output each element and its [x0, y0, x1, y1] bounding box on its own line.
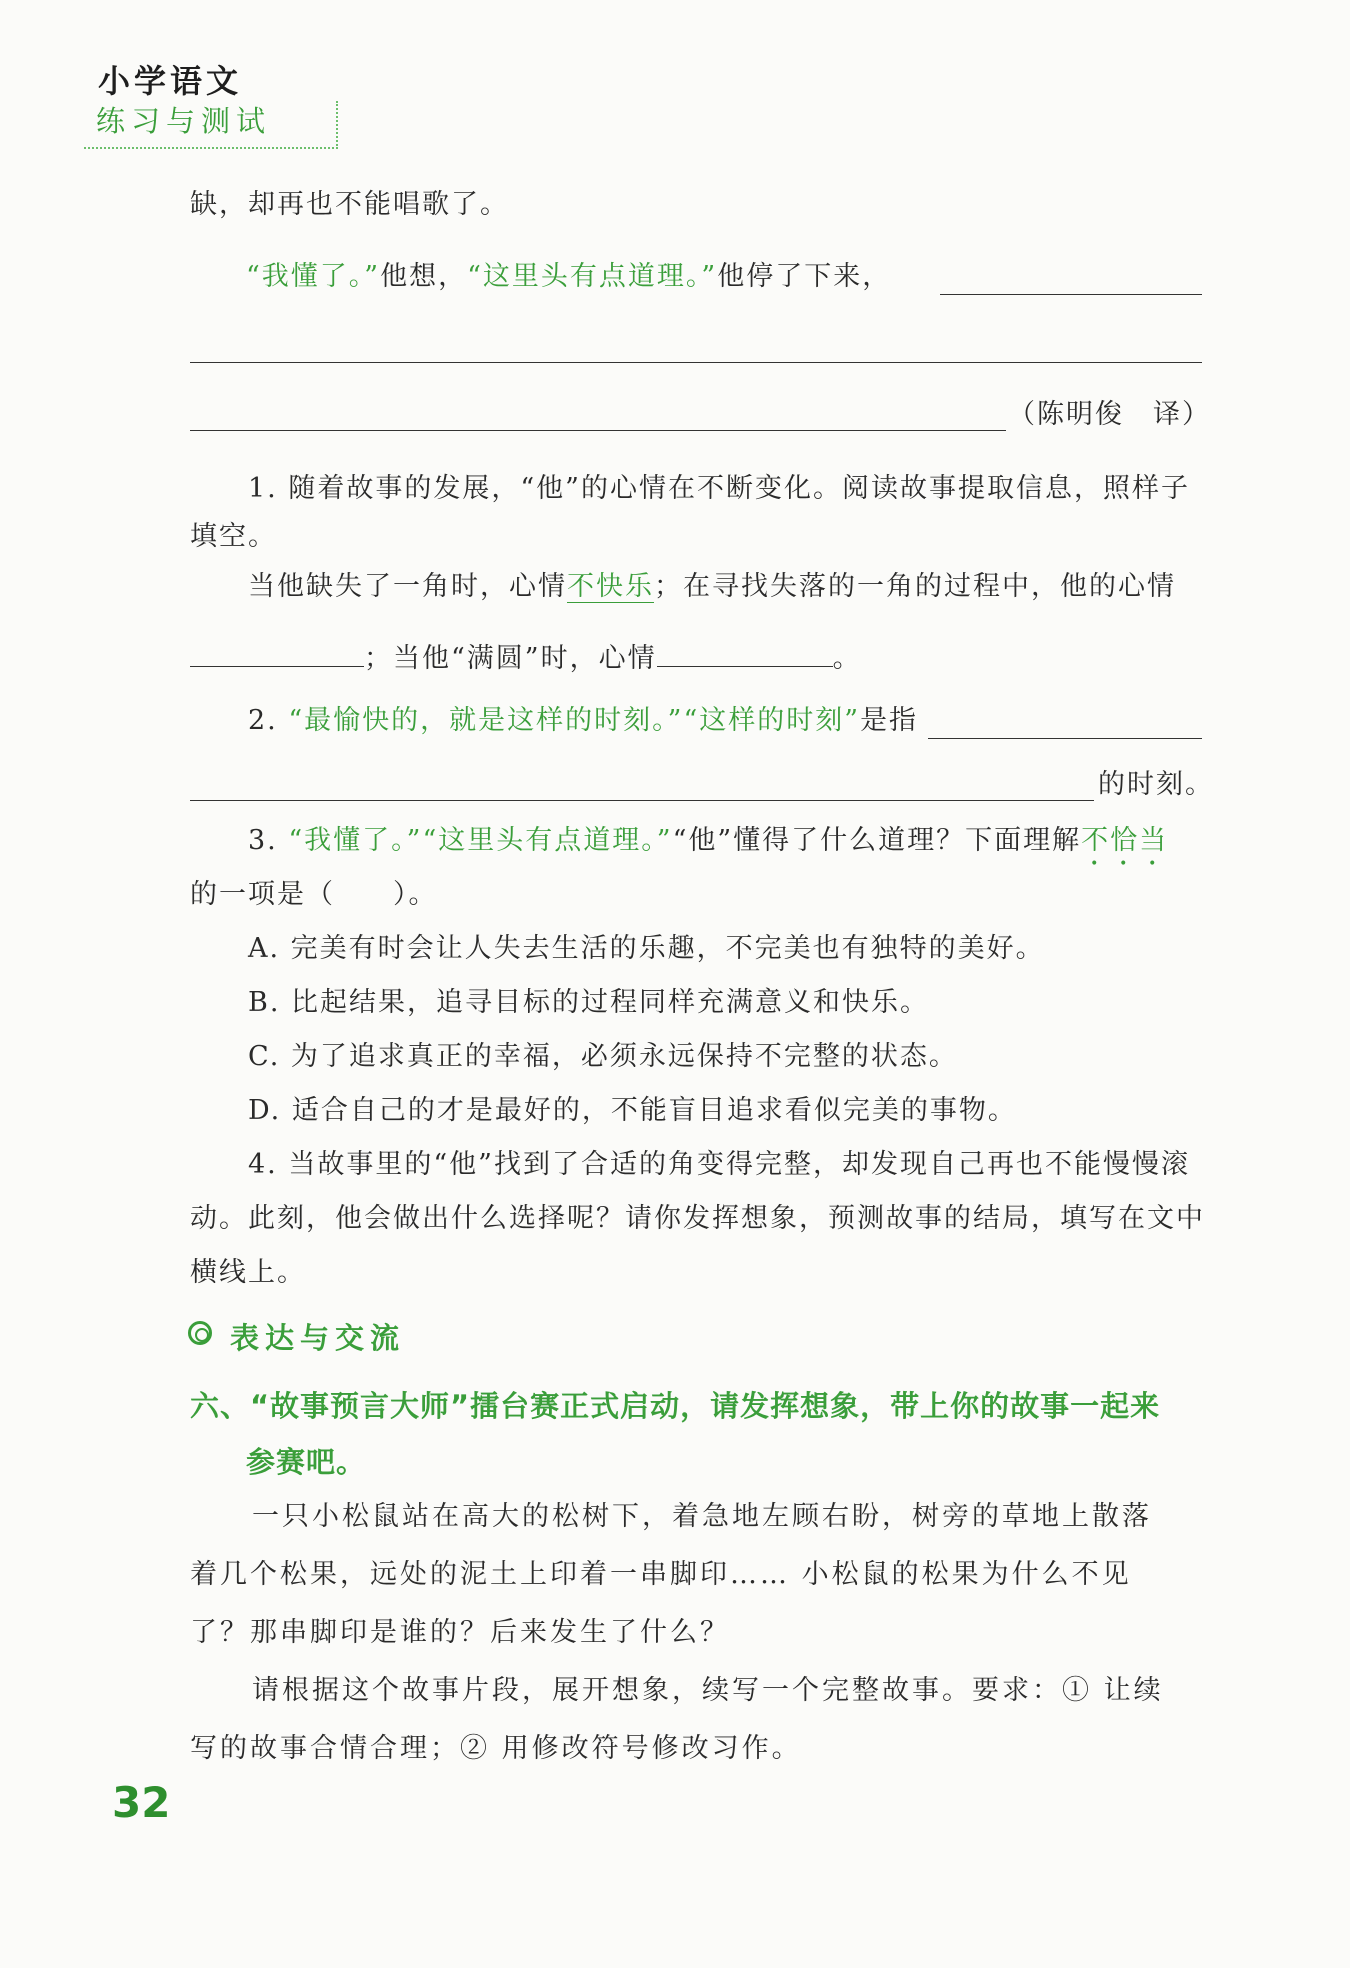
q2-quote: “最愉快的，就是这样的时刻。” [288, 705, 684, 736]
q3-line-1 [248, 822, 1168, 872]
story-quote-b: “这里头有点道理。” [467, 261, 718, 292]
q2-quote-2: “这样的时刻” [683, 705, 861, 736]
q6-para-2: 着几个松果，远处的泥土上印着一串脚印…… 小松鼠的松果为什么不见 [190, 1559, 1132, 1590]
q2-tail: 是指 [860, 705, 919, 736]
q6-para-5: 写的故事合情合理；② 用修改符号修改习作。 [190, 1733, 802, 1764]
q1-text-pre: 当他缺失了一角时，心情 [248, 571, 567, 602]
q2-answer-line-1[interactable] [928, 738, 1202, 739]
translator-credit: （陈明俊 译） [1008, 399, 1211, 430]
q1-text-mid: ；当他“满圆”时，心情 [364, 643, 657, 674]
story-quote-a: “我懂了。” [246, 261, 381, 292]
q3-line-2: 的一项是（ ）。 [190, 879, 438, 910]
q3-option-d[interactable]: D. 适合自己的才是最好的，不能盲目追求看似完美的事物。 [248, 1095, 1017, 1126]
answer-line-ending-1[interactable] [940, 294, 1202, 295]
q1-line-3 [248, 568, 1176, 606]
q1-line-2: 填空。 [190, 521, 277, 552]
answer-line-ending-2[interactable] [190, 362, 1202, 363]
q2-number: 2. [248, 705, 289, 736]
story-mid-a: 他想， [380, 261, 468, 292]
q3-option-c[interactable]: C. 为了追求真正的幸福，必须永远保持不完整的状态。 [248, 1041, 958, 1072]
q3-option-a[interactable]: A. 完美有时会让人失去生活的乐趣，不完美也有独特的美好。 [248, 933, 1045, 964]
section-title: 表达与交流 [230, 1321, 406, 1355]
q6-line-2: 参赛吧。 [246, 1445, 367, 1479]
page-number: 32 [112, 1778, 171, 1827]
q2-end: 的时刻。 [1098, 769, 1214, 800]
brand-subtitle-box [84, 101, 338, 149]
target-icon [188, 1321, 212, 1345]
answer-line-ending-3[interactable] [190, 430, 1006, 431]
q3-number: 3. [248, 825, 289, 856]
q1-line-4 [190, 636, 862, 678]
brand-subtitle: 练习与测试 [96, 104, 272, 138]
q1-example-answer: 不快乐 [567, 571, 654, 602]
story-line-2 [246, 258, 891, 296]
q1-line-1: 1. 随着故事的发展，“他”的心情在不断变化。阅读故事提取信息，照样子 [248, 473, 1190, 504]
q3-quote-2: “这里头有点道理。” [422, 825, 673, 856]
q1-blank-process[interactable] [190, 636, 364, 667]
q3-emphasis: 不恰当 [1081, 825, 1169, 856]
q3-mid: “他”懂得了什么道理？下面理解 [672, 825, 1082, 856]
q1-text-post: ；在寻找失落的一角的过程中，他的心情 [654, 571, 1176, 602]
story-line-1: 缺，却再也不能唱歌了。 [190, 189, 509, 220]
q6-para-1: 一只小松鼠站在高大的松树下，着急地左顾右盼，树旁的草地上散落 [252, 1501, 1152, 1532]
q6-line-1: 六、“故事预言大师”擂台赛正式启动，请发挥想象，带上你的故事一起来 [190, 1389, 1161, 1423]
story-mid-b: 他停了下来， [717, 261, 892, 292]
q3-quote-1: “我懂了。” [288, 825, 423, 856]
brand-title: 小学语文 [98, 62, 243, 100]
q4-line-3: 横线上。 [190, 1257, 306, 1288]
q6-para-4: 请根据这个故事片段，展开想象，续写一个完整故事。要求：① 让续 [252, 1675, 1164, 1706]
q2-line-1 [248, 702, 918, 740]
q4-line-2: 动。此刻，他会做出什么选择呢？请你发挥想象，预测故事的结局，填写在文中 [190, 1203, 1205, 1234]
q3-option-b[interactable]: B. 比起结果，追寻目标的过程同样充满意义和快乐。 [248, 987, 930, 1018]
q1-text-end: 。 [832, 643, 862, 674]
q6-para-3: 了？那串脚印是谁的？后来发生了什么？ [190, 1617, 730, 1648]
q4-line-1: 4. 当故事里的“他”找到了合适的角变得完整，却发现自己再也不能慢慢滚 [248, 1149, 1190, 1180]
q2-answer-line-2[interactable] [190, 800, 1094, 801]
q1-blank-full[interactable] [657, 636, 833, 667]
